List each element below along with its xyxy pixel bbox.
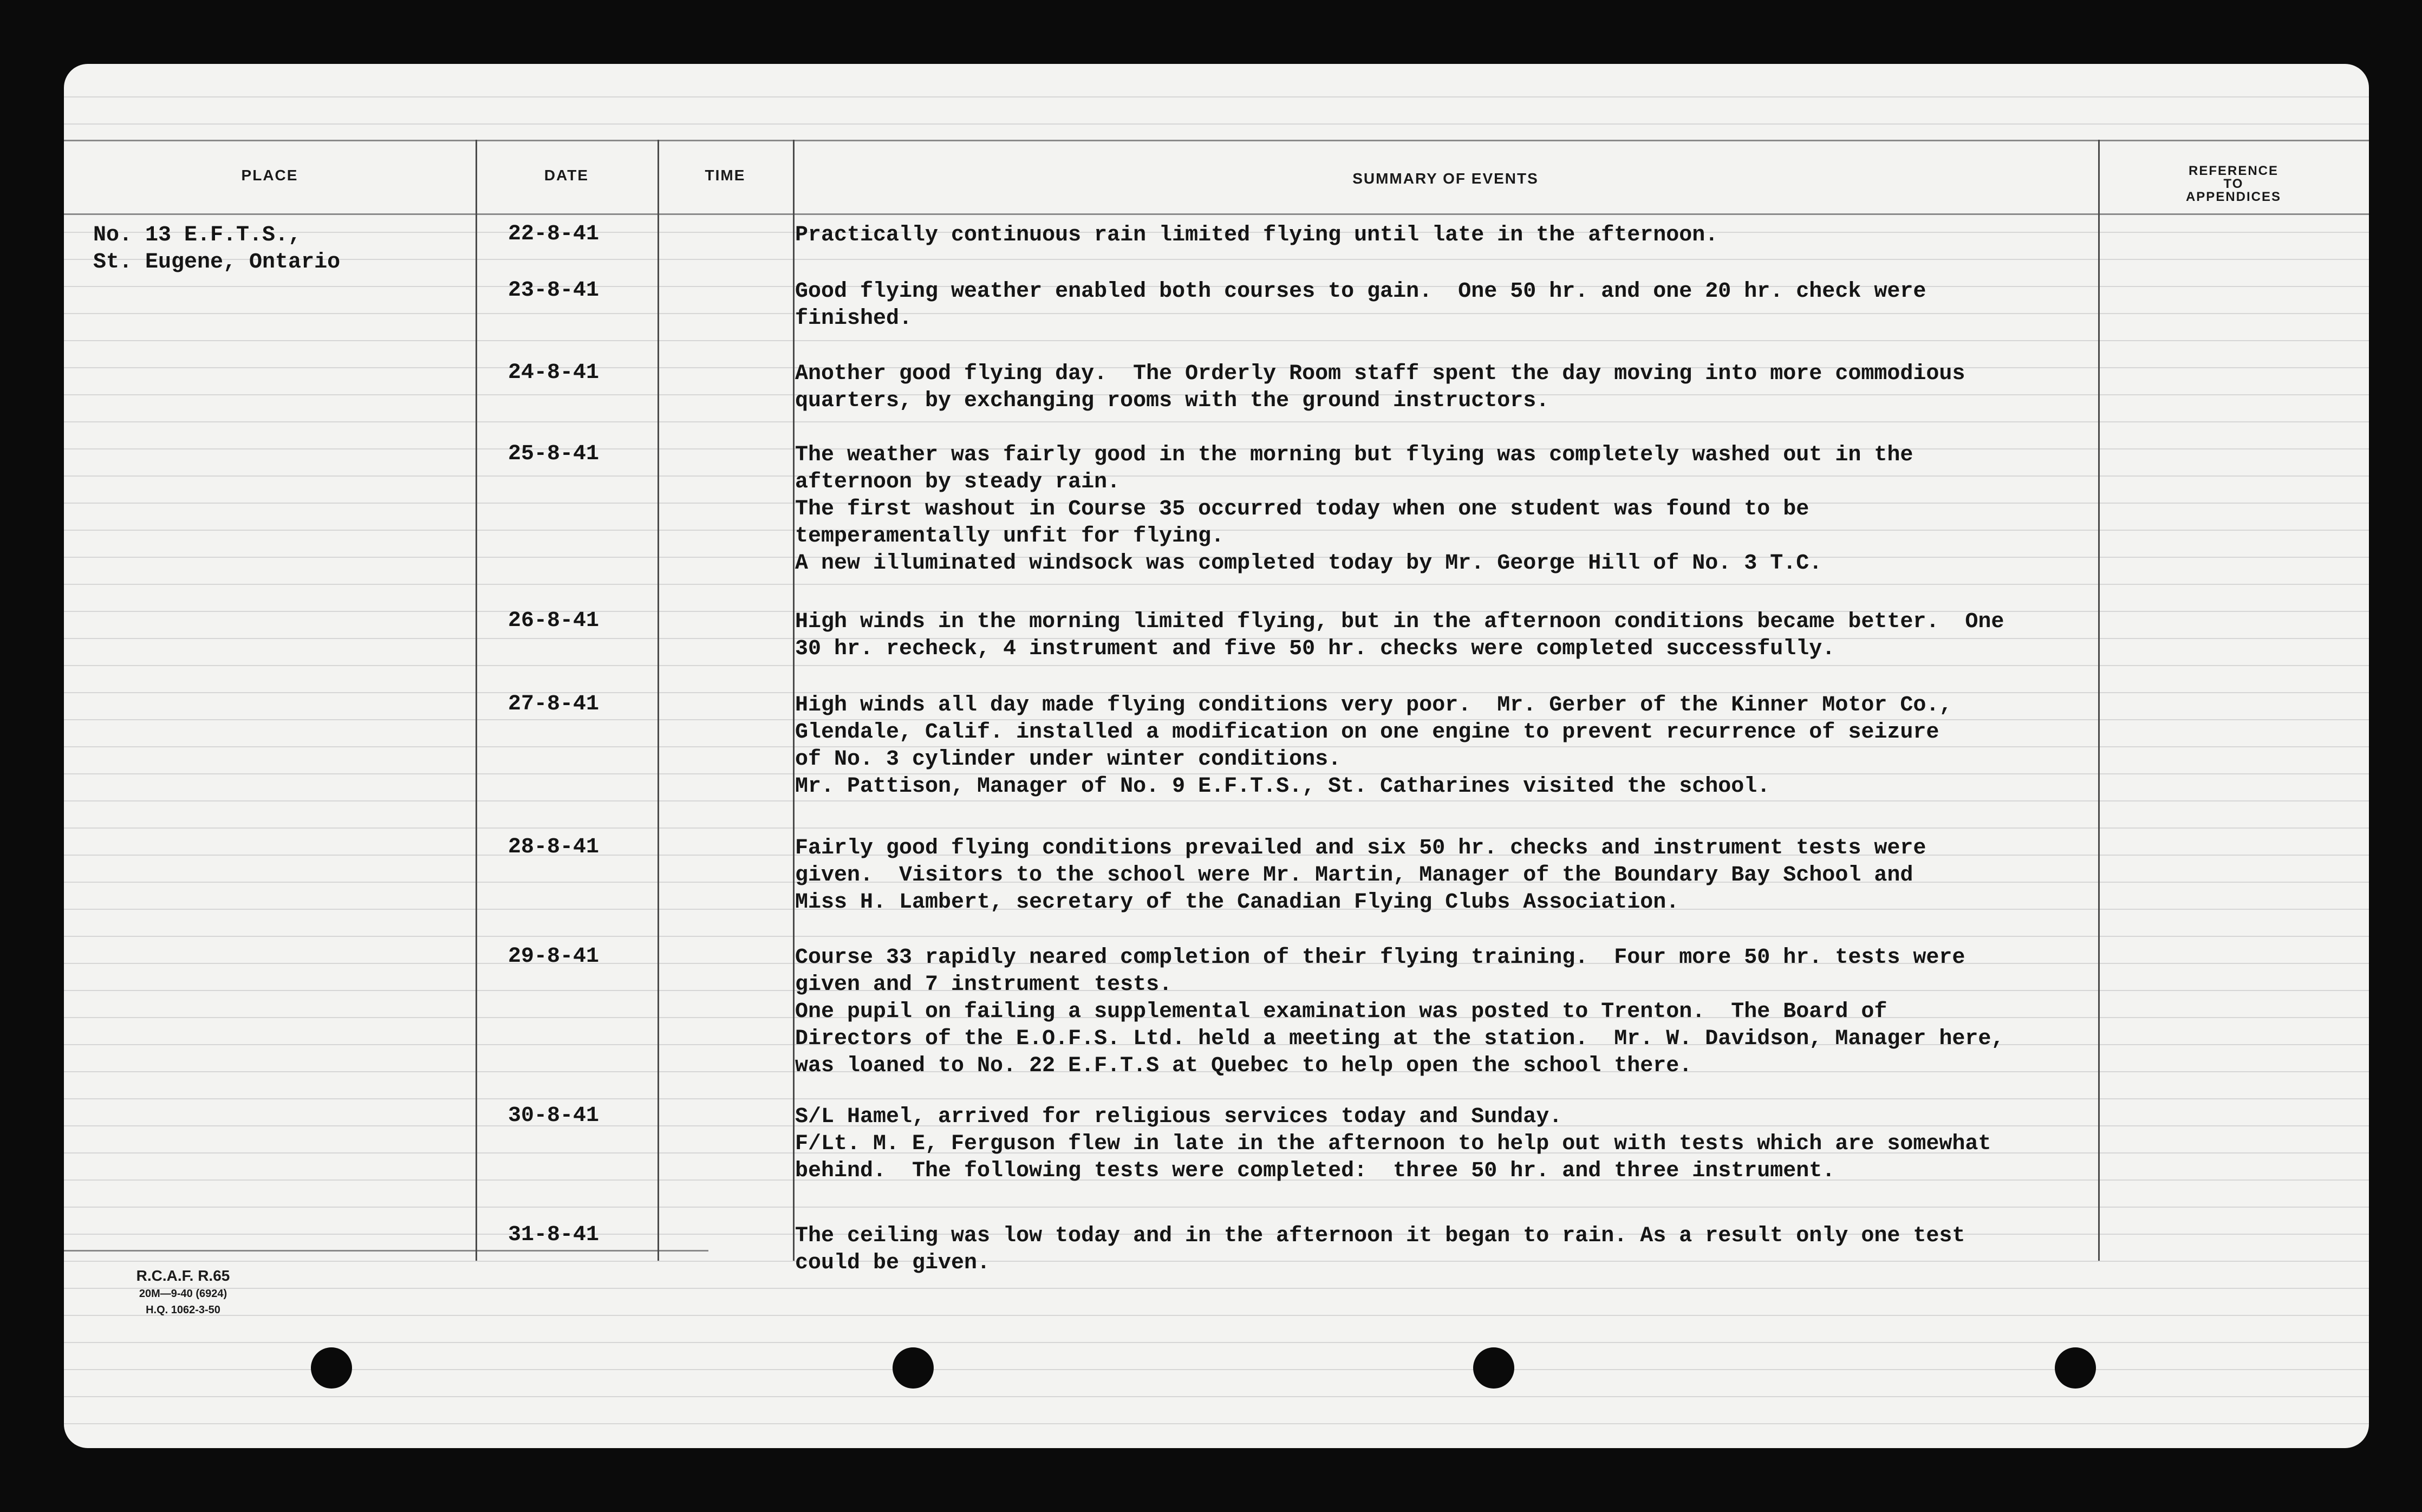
ruled-line: [64, 1342, 2369, 1343]
header-date: DATE: [544, 167, 589, 184]
ruled-line: [64, 1369, 2369, 1370]
ruled-line: [64, 1207, 2369, 1208]
punch-hole: [1473, 1347, 1514, 1389]
ruled-line: [64, 800, 2369, 801]
ruled-line: [64, 340, 2369, 341]
entry-summary: Another good flying day. The Orderly Room staff spent the day moving into more commodious quarters, by exchanging rooms with the ground instructors.: [795, 362, 1965, 413]
header-bottom-rule: [64, 213, 2369, 215]
header-reference: REFERENCE TO APPENDICES: [2185, 164, 2282, 204]
header-time: TIME: [705, 167, 746, 184]
ruled-line: [64, 1288, 2369, 1289]
punch-hole: [2055, 1347, 2096, 1389]
form-number: R.C.A.F. R.65: [136, 1267, 230, 1284]
punch-hole: [311, 1347, 352, 1389]
place-text: No. 13 E.F.T.S., St. Eugene, Ontario: [93, 223, 341, 275]
header-place: PLACE: [241, 167, 298, 184]
form-hq-code: H.Q. 1062-3-50: [146, 1304, 220, 1316]
entry-summary: Course 33 rapidly neared completion of their flying training. Four more 50 hr. tests were given and 7 instrument tests. One pupil on failing a supplemental examination was posted to Trenton. The Board of Directors of the E.O.F.S. Ltd. held a meeting at the station. Mr. W. Davidson, Manager here, was loaned to No. 22 E.F.T.S at Quebec to help open the school there.: [795, 946, 2004, 1078]
entry-date: 29-8-41: [508, 944, 600, 969]
entry-summary: Good flying weather enabled both courses to gain. One 50 hr. and one 20 hr. check were finished.: [795, 279, 1926, 331]
entry-summary: Fairly good flying conditions prevailed and six 50 hr. checks and instrument tests were given. Visitors to the school were Mr. Martin, Manager of the Boundary Bay School and Miss H. Lambert, secretary of the Canadian Flying Clubs Association.: [795, 836, 1926, 915]
entry-summary: S/L Hamel, arrived for religious services today and Sunday. F/Lt. M. E, Ferguson flew in late in the afternoon to help out with tests which are somewhat behind. The following tests were completed: three 50 hr. and three instrument.: [795, 1105, 1991, 1183]
ruled-line: [64, 123, 2369, 125]
divider-summary-reference: [2098, 140, 2100, 1261]
record-card: [64, 64, 2369, 1448]
divider-time-summary: [793, 140, 795, 1261]
ruled-line: [64, 96, 2369, 97]
ruled-line: [64, 584, 2369, 585]
divider-date-time: [657, 140, 659, 1261]
divider-place-date: [476, 140, 477, 1261]
entry-date: 28-8-41: [508, 835, 600, 859]
ruled-line: [64, 936, 2369, 937]
entry-summary: The ceiling was low today and in the afternoon it began to rain. As a result only one test could be given.: [795, 1224, 1965, 1275]
ruled-line: [64, 421, 2369, 422]
entry-date: 30-8-41: [508, 1104, 600, 1128]
ruled-line: [64, 665, 2369, 666]
entry-date: 31-8-41: [508, 1223, 600, 1247]
entry-date: 22-8-41: [508, 222, 600, 246]
entry-date: 27-8-41: [508, 692, 600, 716]
entry-date: 24-8-41: [508, 361, 600, 385]
footer-rule: [64, 1250, 708, 1252]
ruled-line: [64, 1098, 2369, 1099]
ruled-line: [64, 1423, 2369, 1424]
entry-summary: Practically continuous rain limited flying until late in the afternoon.: [795, 223, 1718, 247]
entry-date: 23-8-41: [508, 278, 600, 303]
entry-date: 26-8-41: [508, 609, 600, 633]
ruled-line: [64, 1396, 2369, 1397]
ruled-line: [64, 827, 2369, 829]
ruled-line: [64, 1315, 2369, 1316]
header-summary: SUMMARY OF EVENTS: [1352, 170, 1539, 187]
entry-summary: The weather was fairly good in the morning but flying was completely washed out in the afternoon by steady rain. The first washout in Course 35 occurred today when one student was found to be temperamentally unfit for flying. A new illuminated windsock was completed today by Mr. George Hill of No. 3 T.C.: [795, 443, 1913, 576]
punch-hole: [893, 1347, 934, 1389]
entry-date: 25-8-41: [508, 442, 600, 466]
ruled-line: [64, 259, 2369, 260]
entry-summary: High winds all day made flying conditions very poor. Mr. Gerber of the Kinner Motor Co., Glendale, Calif. installed a modification on one engine to prevent recurrence of seizure of No. 3 cylinder under winter conditions. Mr. Pattison, Manager of No. 9 E.F.T.S., St. Catharines visited the school.: [795, 693, 1952, 799]
form-print-code: 20M—9-40 (6924): [139, 1288, 227, 1300]
entry-summary: High winds in the morning limited flying, but in the afternoon conditions became better. One 30 hr. recheck, 4 instrument and five 50 hr. checks were completed successfully.: [795, 610, 2004, 661]
header-top-rule: [64, 140, 2369, 141]
